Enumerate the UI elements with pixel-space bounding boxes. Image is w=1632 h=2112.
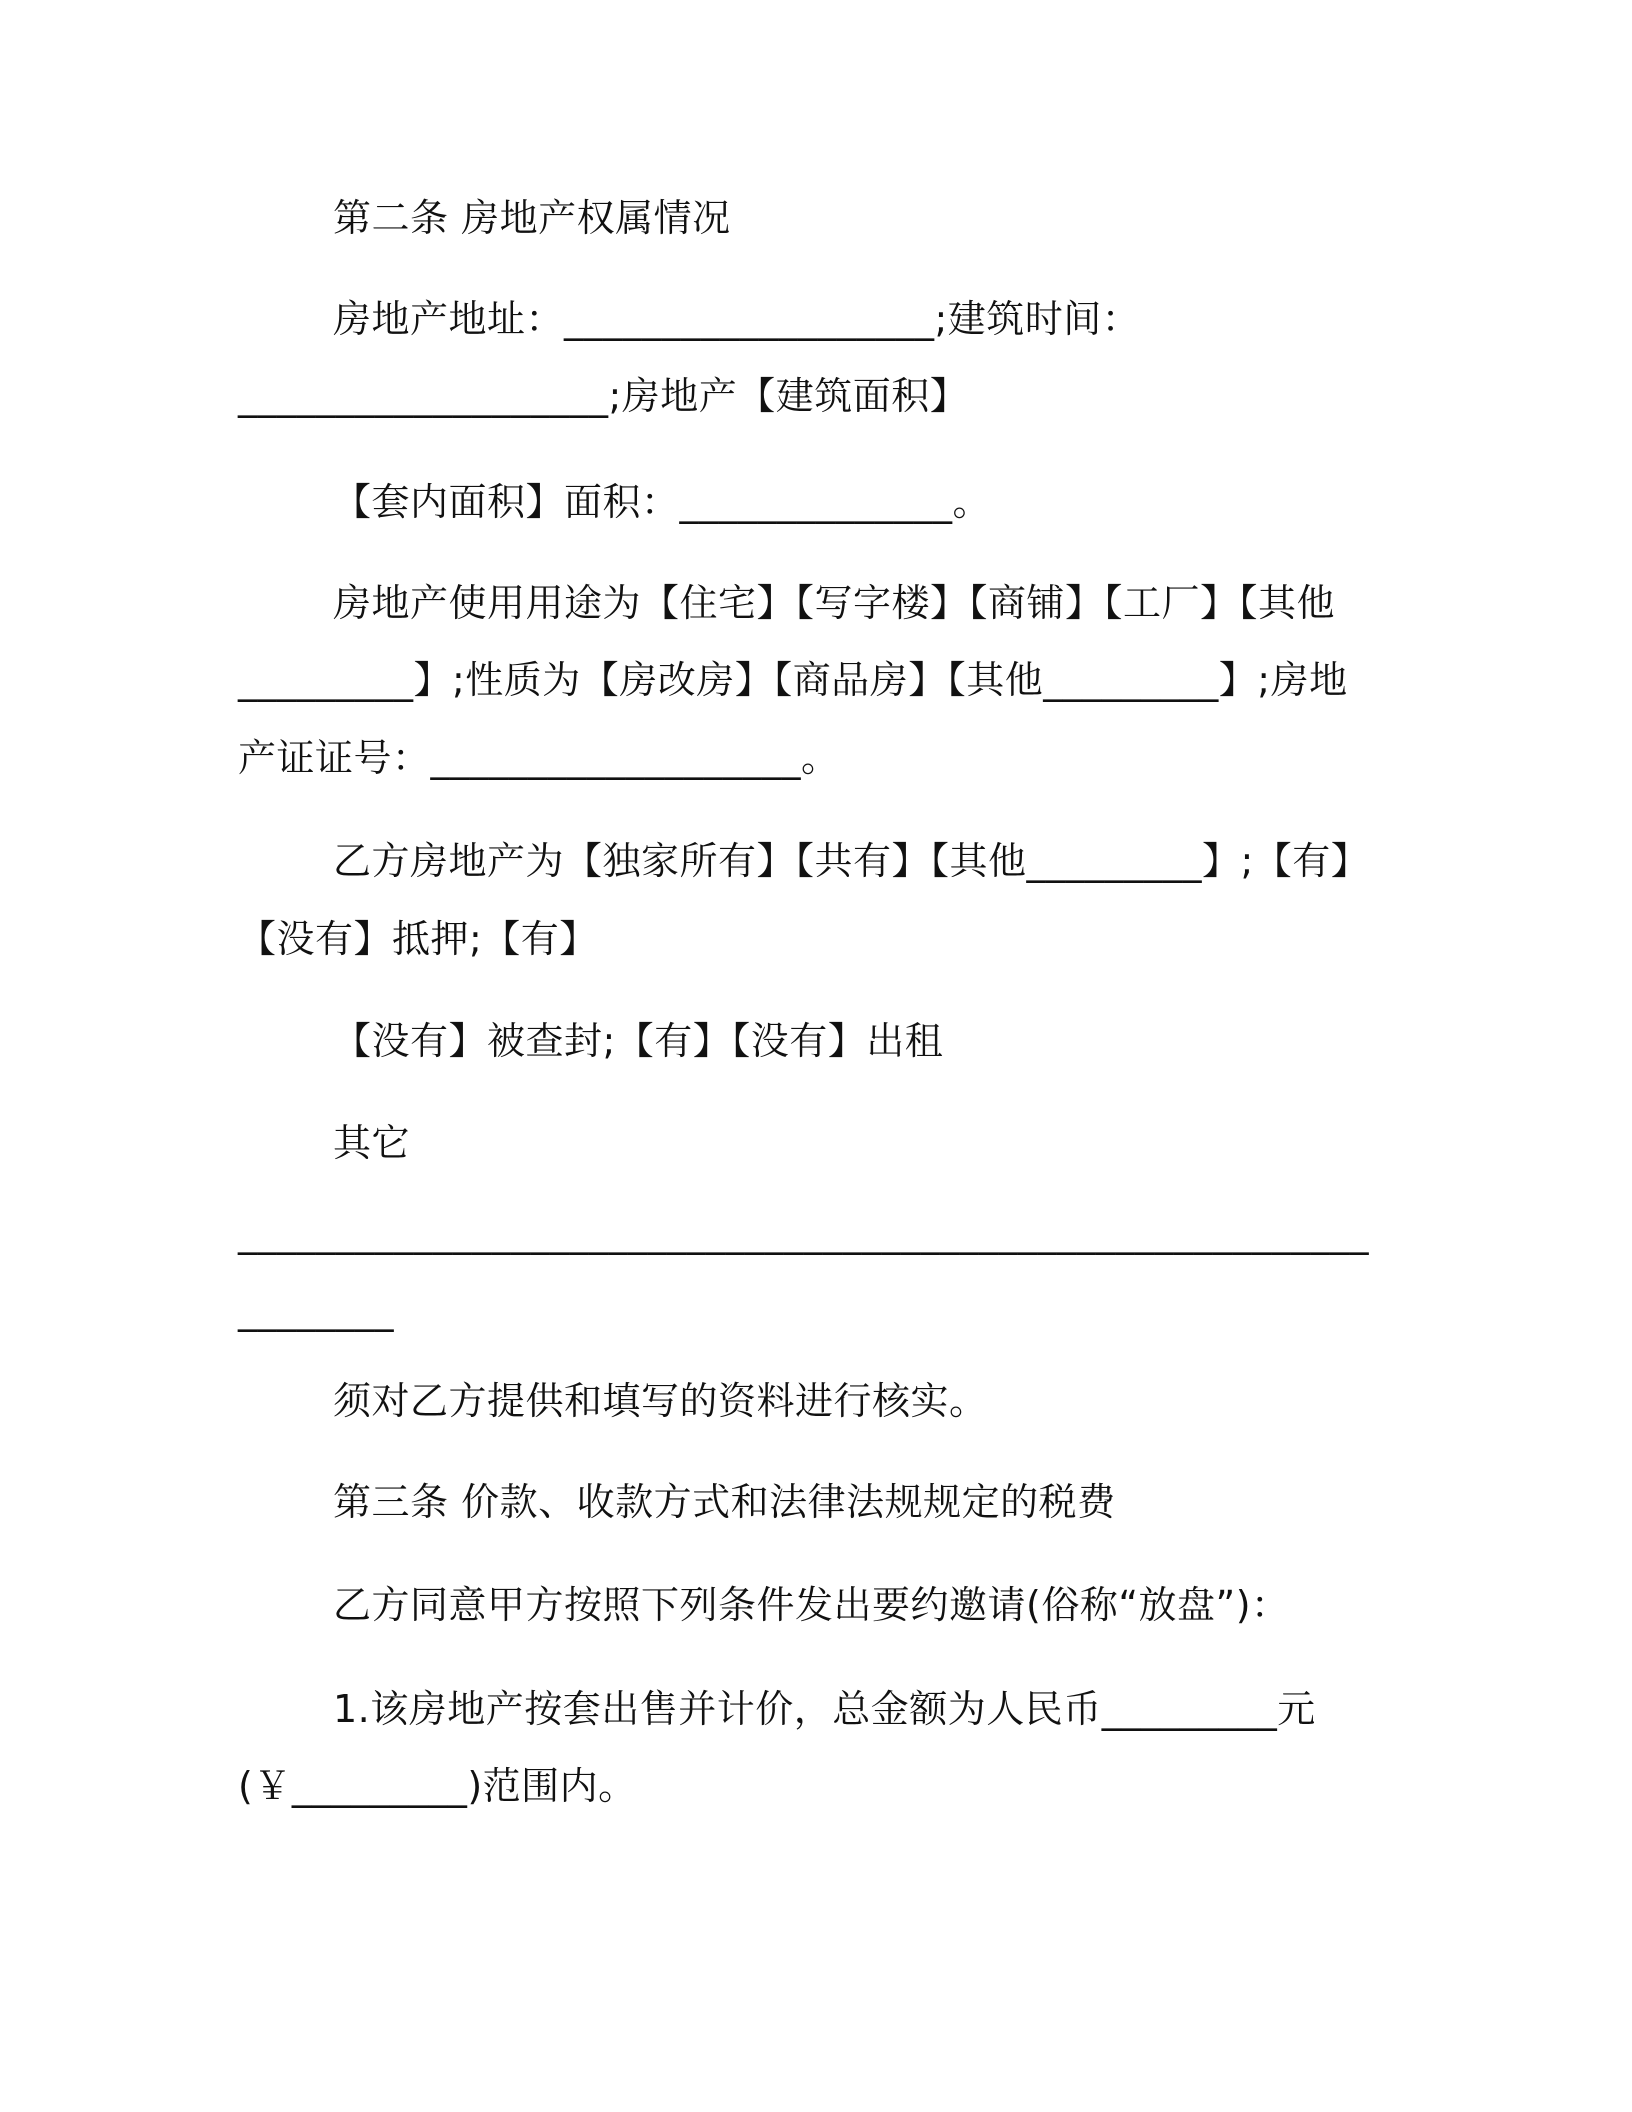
certificate-number-line: 产证证号：___________________。 [238,736,840,780]
other-blank-line-1: __________________________________________________________ [238,1211,1369,1255]
article-2-heading: 第二条 房地产权属情况 [333,196,731,240]
seizure-rental-line: 【没有】被查封;【有】【没有】出租 [333,1019,944,1063]
total-price-line: 1.该房地产按套出售并计价，总金额为人民币_________元 [333,1687,1316,1731]
price-range-line: (￥_________)范围内。 [238,1764,637,1808]
interior-area-line: 【套内面积】面积：______________。 [333,480,992,524]
property-nature-line: _________】;性质为【房改房】【商品房】【其他_________】;房地 [238,658,1348,702]
article-3-heading: 第三条 价款、收款方式和法律法规规定的税费 [333,1480,1116,1524]
mortgage-line: 【没有】抵押;【有】 [238,917,598,961]
usage-line: 房地产使用用途为【住宅】【写字楼】【商铺】【工厂】【其他 [333,581,1336,625]
offer-invitation-line: 乙方同意甲方按照下列条件发出要约邀请(俗称“放盘”)： [333,1583,1290,1627]
address-line: 房地产地址：___________________;建筑时间： [333,297,1141,341]
ownership-line: 乙方房地产为【独家所有】【共有】【其他_________】;【有】 [333,839,1370,883]
other-blank-line-2: ________ [238,1288,394,1332]
verification-line: 须对乙方提供和填写的资料进行核实。 [333,1379,988,1423]
other-label: 其它 [333,1121,411,1165]
building-area-line: ___________________;房地产【建筑面积】 [238,374,969,418]
